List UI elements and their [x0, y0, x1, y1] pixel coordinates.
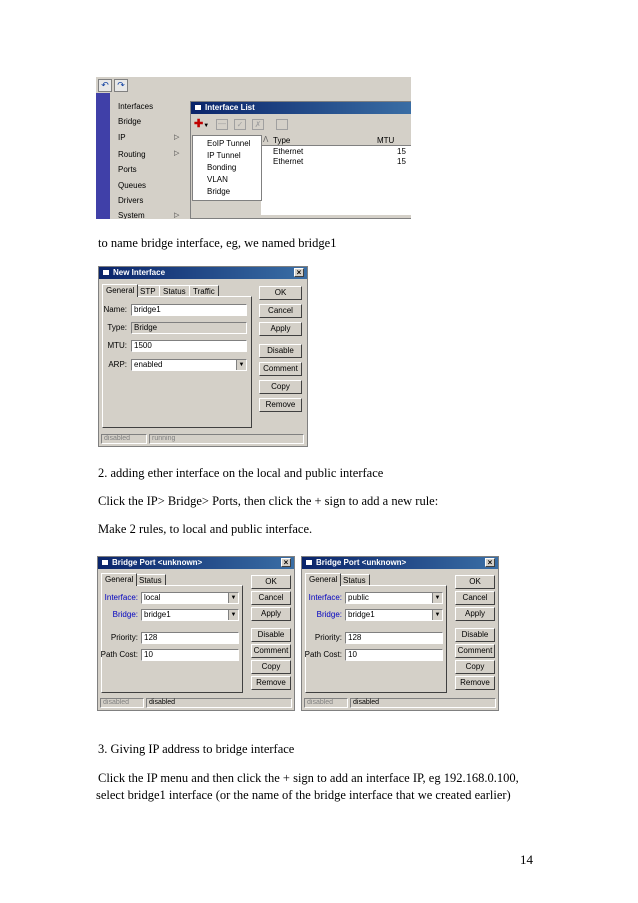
submenu-arrow-icon: ▷ — [174, 212, 180, 219]
interface-list-screenshot — [96, 77, 411, 219]
bridge-value: bridge1 — [144, 610, 171, 619]
cancel-button[interactable]: Cancel — [259, 304, 302, 318]
submenu-arrow-icon: ▷ — [174, 134, 180, 141]
column-type[interactable]: Type — [273, 136, 291, 145]
caption-click-ip-menu: Click the IP menu and then click the + sign to add an interface IP, eg 192.168.0.100, — [98, 771, 519, 785]
table-row-mtu: 15 — [397, 147, 406, 156]
status-disabled: disabled — [101, 434, 147, 444]
copy-button[interactable]: Copy — [455, 660, 495, 674]
interface-select[interactable] — [345, 592, 443, 604]
tab-traffic[interactable]: Traffic — [189, 285, 219, 297]
window-titlebar — [191, 102, 411, 114]
path-cost-label: Path Cost: — [304, 650, 342, 659]
bridge-select[interactable] — [345, 609, 443, 621]
bridge-port-local-window — [97, 556, 295, 711]
remove-button[interactable]: Remove — [259, 398, 302, 412]
chevron-down-icon[interactable]: ▼ — [432, 593, 442, 603]
status-disabled: disabled — [304, 698, 348, 708]
arp-select[interactable] — [131, 359, 247, 371]
sidebar-stripe — [96, 93, 110, 219]
path-cost-label: Path Cost: — [100, 650, 138, 659]
mtu-field[interactable]: 1500 — [131, 340, 247, 352]
add-menu — [192, 135, 262, 201]
priority-field[interactable]: 128 — [141, 632, 239, 644]
sidebar-item-drivers[interactable]: Drivers — [118, 196, 144, 205]
tab-status[interactable]: Status — [339, 574, 370, 586]
interface-value: local — [144, 593, 161, 602]
ok-button[interactable]: OK — [455, 575, 495, 589]
window-title: New Interface — [113, 268, 166, 277]
copy-button[interactable]: Copy — [259, 380, 302, 394]
sidebar-item-queues[interactable]: Queues — [118, 181, 147, 190]
close-button[interactable]: × — [485, 558, 495, 567]
copy-button[interactable]: Copy — [251, 660, 291, 674]
ok-button[interactable]: OK — [259, 286, 302, 300]
window-icon — [305, 559, 313, 566]
type-field: Bridge — [131, 322, 247, 334]
undo-button[interactable]: ↶ — [98, 79, 112, 92]
remove-button[interactable]: Remove — [455, 676, 495, 690]
cancel-button[interactable]: Cancel — [251, 591, 291, 605]
comment-icon[interactable] — [276, 119, 288, 130]
caption-click-ports: Click the IP> Bridge> Ports, then click the + sign to add a new rule: — [98, 494, 439, 508]
interface-value: public — [348, 593, 369, 602]
apply-button[interactable]: Apply — [455, 607, 495, 621]
close-button[interactable]: × — [281, 558, 291, 567]
tab-status[interactable]: Status — [135, 574, 166, 586]
sort-icon: Λ — [263, 135, 269, 144]
sidebar-item-routing[interactable]: Routing — [118, 150, 146, 159]
status-running: running — [149, 434, 304, 444]
comment-button[interactable]: Comment — [251, 644, 291, 658]
path-cost-field[interactable]: 10 — [141, 649, 239, 661]
bridge-label: Bridge: — [316, 610, 342, 619]
caption-step-2: 2. adding ether interface on the local and public interface — [98, 466, 384, 480]
table-row[interactable]: Ethernet — [273, 157, 304, 166]
interface-table — [261, 135, 411, 215]
apply-button[interactable]: Apply — [259, 322, 302, 336]
status-disabled: disabled — [100, 698, 144, 708]
bridge-value: bridge1 — [348, 610, 375, 619]
submenu-arrow-icon: ▷ — [174, 150, 180, 157]
chevron-down-icon[interactable]: ▼ — [228, 593, 238, 603]
remove-button[interactable]: Remove — [251, 676, 291, 690]
name-label: Name: — [103, 305, 127, 314]
path-cost-field[interactable]: 10 — [345, 649, 443, 661]
comment-button[interactable]: Comment — [259, 362, 302, 376]
bridge-select[interactable] — [141, 609, 239, 621]
new-interface-window — [98, 266, 308, 447]
menu-item-bonding[interactable]: Bonding — [207, 163, 237, 172]
check-icon[interactable]: ✓ — [234, 119, 246, 130]
menu-item-ip-tunnel[interactable]: IP Tunnel — [207, 151, 241, 160]
menu-item-vlan[interactable]: VLAN — [207, 175, 228, 184]
comment-button[interactable]: Comment — [455, 644, 495, 658]
caption-name-bridge: to name bridge interface, eg, we named bridge1 — [98, 236, 337, 250]
menu-item-bridge[interactable]: Bridge — [207, 187, 231, 196]
chevron-down-icon[interactable]: ▼ — [228, 610, 238, 620]
column-mtu[interactable]: MTU — [377, 136, 395, 145]
sidebar-item-bridge[interactable]: Bridge — [118, 117, 142, 126]
sidebar — [96, 93, 188, 219]
window-icon — [101, 559, 109, 566]
window-titlebar — [98, 557, 294, 569]
window-title: Interface List — [205, 103, 255, 112]
tab-general[interactable]: General — [305, 573, 341, 586]
name-field[interactable]: bridge1 — [131, 304, 247, 316]
add-button[interactable]: ✚▼ — [194, 118, 210, 130]
chevron-down-icon[interactable]: ▼ — [432, 610, 442, 620]
redo-button[interactable]: ↷ — [114, 79, 128, 92]
close-button[interactable]: × — [294, 268, 304, 277]
priority-label: Priority: — [110, 633, 138, 642]
window-titlebar — [99, 267, 307, 279]
interface-label: Interface: — [308, 593, 342, 602]
remove-icon[interactable]: — — [218, 119, 226, 128]
window-icon — [102, 269, 110, 276]
chevron-down-icon[interactable]: ▼ — [236, 360, 246, 370]
sidebar-item-system[interactable]: System — [118, 211, 145, 219]
interface-select[interactable] — [141, 592, 239, 604]
arp-label: ARP: — [108, 360, 127, 369]
window-titlebar — [302, 557, 498, 569]
bridge-label: Bridge: — [112, 610, 138, 619]
caption-select-bridge: select bridge1 interface (or the name of the bridge interface that we created earlier) — [96, 788, 511, 802]
disable-button[interactable]: Disable — [251, 628, 291, 642]
sidebar-item-ports[interactable]: Ports — [118, 165, 137, 174]
window-title: Bridge Port <unknown> — [112, 558, 203, 567]
sidebar-item-ip[interactable]: IP — [118, 133, 126, 142]
arp-value: enabled — [134, 360, 163, 369]
tab-stp[interactable]: STP — [136, 285, 160, 297]
interface-label: Interface: — [104, 593, 138, 602]
window-icon — [194, 104, 202, 111]
mtu-label: MTU: — [107, 341, 127, 350]
status-state: disabled — [350, 698, 496, 708]
tab-general[interactable]: General — [101, 573, 137, 586]
tab-status[interactable]: Status — [159, 285, 190, 297]
type-label: Type: — [107, 323, 127, 332]
table-row-mtu: 15 — [397, 157, 406, 166]
ok-button[interactable]: OK — [251, 575, 291, 589]
window-title: Bridge Port <unknown> — [316, 558, 407, 567]
menu-item-eoip-tunnel[interactable]: EoIP Tunnel — [207, 139, 251, 148]
page-number: 14 — [520, 852, 533, 867]
bridge-port-public-window — [301, 556, 499, 711]
sidebar-item-interfaces[interactable]: Interfaces — [118, 102, 154, 111]
status-state: disabled — [146, 698, 292, 708]
priority-field[interactable]: 128 — [345, 632, 443, 644]
apply-button[interactable]: Apply — [251, 607, 291, 621]
cross-icon[interactable]: ✗ — [252, 119, 264, 130]
cancel-button[interactable]: Cancel — [455, 591, 495, 605]
table-row[interactable]: Ethernet — [273, 147, 304, 156]
disable-button[interactable]: Disable — [455, 628, 495, 642]
caption-make-rules: Make 2 rules, to local and public interface. — [98, 522, 313, 536]
priority-label: Priority: — [314, 633, 342, 642]
caption-step-3: 3. Giving IP address to bridge interface — [98, 742, 295, 756]
disable-button[interactable]: Disable — [259, 344, 302, 358]
tab-general[interactable]: General — [102, 284, 138, 297]
